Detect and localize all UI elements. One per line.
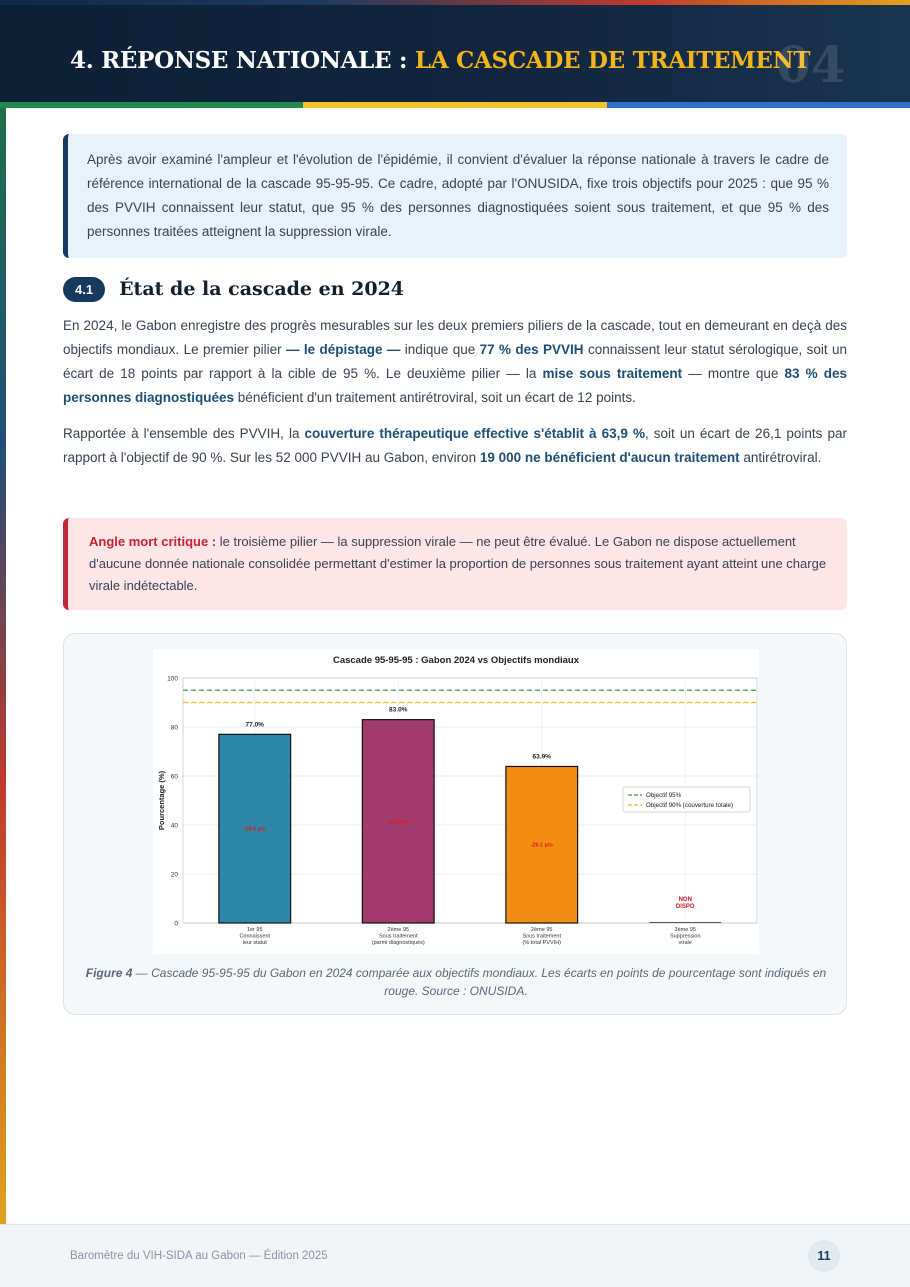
page-number-badge: 11 [808, 1240, 840, 1272]
missing-label: DISPO [675, 904, 695, 910]
header-bar-yellow [303, 102, 606, 108]
header-bar-blue [607, 102, 910, 108]
alert-text: le troisième pilier — la suppression virale — ne peut être évalué. Le Gabon ne dispose actuellement d'aucune donnée nationale consolidée permettant d'estimer la proportion de personnes sous traitement ayant atteint une charge virale indétectable. [89, 534, 827, 593]
chart-title: Cascade 95-95-95 : Gabon 2024 vs Objectifs mondiaux [332, 655, 580, 666]
bar-gap-label: -18.0 pts [243, 826, 266, 833]
section-watermark-number: 04 [776, 35, 846, 94]
page-footer [0, 1224, 910, 1287]
bar-gap-label: -26.1 pts [530, 842, 553, 849]
bar-value-label: 77.0% [245, 721, 264, 729]
x-tick-label: virale [678, 940, 692, 946]
x-tick-label: 2ème 95 [531, 927, 553, 933]
y-axis-label: Pourcentage (%) [157, 770, 166, 831]
x-tick-label: Sous traitement [378, 933, 418, 940]
y-tick-label: 60 [170, 773, 178, 781]
bar-value-label: 63.9% [532, 753, 551, 761]
figure-caption: Figure 4 — Cascade 95-95-95 du Gabon en 2024 comparée aux objectifs mondiaux. Les écarts en points de pourcentage sont indiqués en rouge. Source : ONUSIDA. [85, 966, 827, 998]
x-tick-label: Sous traitement [522, 933, 562, 940]
y-tick-label: 20 [170, 871, 178, 879]
footer-text: Baromètre du VIH-SIDA au Gabon — Édition 2025 [70, 1250, 328, 1262]
side-accent-bar [0, 108, 6, 1228]
paragraph-cascade-status: En 2024, le Gabon enregistre des progrès mesurables sur les deux premiers piliers de la cascade, tout en demeurant en deçà des objectifs mondiaux. Le premier pilier — le dépistage — indique que 77 % des PVVIH connaissent leur statut sérologique, soit un écart de 18 points par rapport à la cible de 95 %. Le deuxième pilier — la mise sous traitement — montre que 83 % des personnes diagnostiquées bénéficient d'un traitement antirétroviral, soit un écart de 12 points. [63, 318, 847, 405]
x-tick-label: (parmi diagnostiqués) [371, 940, 425, 946]
intro-callout: Après avoir examiné l'ampleur et l'évolution de l'épidémie, il convient d'évaluer la réponse nationale à travers le cadre de référence international de la cascade 95-95-95. Ce cadre, adopté par l'ONUSIDA, fixe trois objectifs pour 2025 : que 95 % des PVVIH connaissent leur statut, que 95 % des personnes diagnostiquées soient sous traitement, et que 95 % des personnes traitées atteignent la suppression virale. [63, 134, 847, 258]
x-tick-label: (% total PVVIH) [522, 940, 562, 946]
bar-value-label: 83.0% [389, 706, 408, 714]
figure-card [63, 633, 847, 1015]
y-tick-label: 100 [167, 675, 178, 683]
section-number-badge: 4.1 [63, 277, 105, 302]
page-header [0, 5, 910, 102]
critical-alert-box [63, 518, 847, 610]
y-tick-label: 0 [174, 920, 178, 928]
section-heading [63, 274, 404, 304]
paragraph-coverage: Rapportée à l'ensemble des PVVIH, la couverture thérapeutique effective s'établit à 63,9 %, soit un écart de 26,1 points par rapport à l'objectif de 90 %. Sur les 52 000 PVVIH au Gabon, environ 19 000 ne bénéficient d'aucun traitement antirétroviral. [63, 426, 847, 465]
bar-gap-label: -12.0 pts [387, 819, 410, 826]
header-bar-green [0, 102, 303, 108]
legend-entry: Objectif 90% (couverture totale) [646, 802, 734, 810]
x-tick-label: 2ème 95 [387, 927, 409, 933]
alert-label: Angle mort critique : [89, 534, 217, 549]
y-tick-label: 40 [170, 822, 178, 830]
page-title-accent: LA CASCADE DE TRAITEMENT [414, 47, 811, 74]
x-tick-label: leur statut [242, 940, 267, 946]
header-color-bar [0, 102, 910, 108]
missing-label: NON [678, 897, 692, 903]
x-tick-label: Connaissent [239, 933, 271, 940]
cascade-chart [153, 649, 759, 954]
legend-entry: Objectif 95% [646, 792, 682, 800]
section-title: État de la cascade en 2024 [119, 278, 405, 300]
page-title: 4. RÉPONSE NATIONALE : LA CASCADE DE TRAITEMENT [70, 47, 811, 74]
x-tick-label: 3ème 95 [674, 927, 696, 933]
x-tick-label: Suppression [669, 933, 701, 940]
y-tick-label: 80 [170, 724, 178, 732]
x-tick-label: 1er 95 [246, 927, 263, 933]
